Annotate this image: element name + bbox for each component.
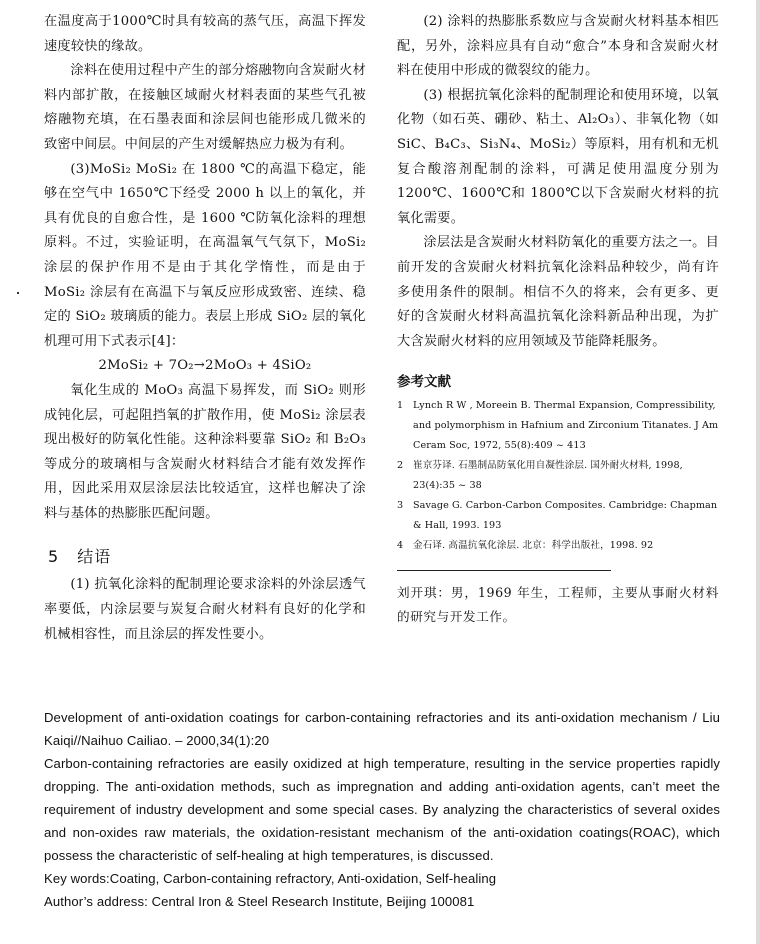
left-column bbox=[44, 10, 366, 647]
right-paragraph-3: 涂层法是含炭耐火材料防氧化的重要方法之一。目前开发的含炭耐火材料抗氧化涂料品种较少，尚有许多使用条件的限制。相信不久的将来，会有更多、更好的含炭耐火材料高温抗氧化涂料新品种出现，为扩大含炭耐火材料的应用领域及节能降耗服务。 bbox=[397, 235, 720, 349]
abstract-title-line: Development of anti-oxidation coatings for carbon-containing refractories and its anti-oxidation mechanism / Liu Kaiqi//Naihuo Cailiao. – 2000,34(1):20 bbox=[44, 710, 720, 748]
author-bio: 刘开琪：男，1969 年生，工程师，主要从事耐火材料的研究与开发工作。 bbox=[397, 585, 719, 625]
left-paragraph-4: 氧化生成的 MoO₃ 高温下易挥发，而 SiO₂ 则形成钝化层，可起阻挡氧的扩散作用，使 MoSi₂ 涂层表现出极好的防氧化性能。这种涂料要靠 SiO₂ 和 B₂O₃ 等成分的玻璃相与含炭耐火材料结合才能有效发挥作用，因此采用双层涂层法比较适宜，这样也解决了涂料与基体的热膨胀匹配问题。 bbox=[44, 382, 366, 521]
reference-item: 4 金石译. 高温抗氧化涂层. 北京：科学出版社，1998. 92 bbox=[397, 540, 654, 552]
section-number: 5 bbox=[48, 547, 60, 567]
english-abstract bbox=[44, 706, 720, 913]
reference-item: 2 崔京芬译. 石墨制品防氧化用自凝性涂层. 国外耐火材料, 1998, 23(4):35 ~ 38 bbox=[397, 460, 683, 492]
right-paragraph-2: (3) 根据抗氧化涂料的配制理论和使用环境，以氧化物（如石英、硼砂、粘土、Al₂O₃）、非氧化物（如 SiC、B₄C₃、Si₃N₄、MoSi₂）等原料，用有机和无机复合酸溶剂配制的涂料，可满足使用温度分别为 1200℃、1600℃和 1800℃以下含炭耐火材料的抗氧化需要。 bbox=[397, 87, 719, 226]
address-label: Author’s address: bbox=[44, 894, 148, 909]
right-column bbox=[397, 10, 719, 629]
equation: 2MoSi₂ + 7O₂→2MoO₃ + 4SiO₂ bbox=[98, 358, 312, 374]
keywords-value: Coating, Carbon-containing refractory, Anti-oxidation, Self-healing bbox=[109, 871, 497, 886]
bio-divider bbox=[397, 570, 611, 571]
right-paragraph-1: (2) 涂料的热膨胀系数应与含炭耐火材料基本相匹配，另外，涂料应具有自动“愈合”本身和含炭耐火材料在使用中形成的微裂纹的能力。 bbox=[397, 14, 719, 79]
address-value: Central Iron & Steel Research Institute, Beijing 100081 bbox=[151, 894, 475, 909]
keywords-label: Key words: bbox=[44, 871, 110, 886]
scan-speck bbox=[17, 292, 19, 294]
left-paragraph-5: (1) 抗氧化涂料的配制理论要求涂料的外涂层透气率要低，内涂层要与炭复合耐火材料有良好的化学和机械相容性，而且涂层的挥发性要小。 bbox=[44, 577, 366, 642]
left-paragraph-2: 涂料在使用过程中产生的部分熔融物向含炭耐火材料内部扩散，在接触区域耐火材料表面的某些气孔被熔融物充填，在石墨表面和涂层间也能形成几微米的致密中间层。中间层的产生对缓解热应力极为有利。 bbox=[44, 63, 367, 152]
section-heading bbox=[48, 544, 366, 567]
left-paragraph-3: (3)MoSi₂ MoSi₂ 在 1800 ℃的高温下稳定，能够在空气中 1650℃下经受 2000 h 以上的氧化，并具有优良的自愈合性，是 1600 ℃防氧化涂料的理想原料。不过，实验证明，在高温氧气气氛下，MoSi₂ 涂层的保护作用不是由于其化学惰性，而是由于 MoSi₂ 涂层有在高温下与氧反应形成致密、连续、稳定的 SiO₂ 玻璃质的能力。表层上形成 SiO₂ 层的氧化机理可用下式表示[4]： bbox=[44, 161, 366, 349]
reference-item: 3 Savage G. Carbon-Carbon Composites. Cambridge: Chapman & Hall, 1993. 193 bbox=[397, 500, 718, 532]
references-list bbox=[397, 396, 719, 556]
page-edge-shadow bbox=[756, 0, 760, 944]
references-title: 参考文献 bbox=[397, 374, 451, 391]
section-title: 结语 bbox=[77, 547, 112, 567]
reference-item: 1 Lynch R W , Moreein B. Thermal Expansion, Compressibility, and polymorphism in Hafnium and Zirconium Titanates. J Am Ceram Soc, 1972, 55(8):409 ~ 413 bbox=[397, 400, 719, 452]
left-paragraph-1: 在温度高于1000℃时具有较高的蒸气压，高温下挥发速度较快的缘故。 bbox=[44, 14, 366, 54]
abstract-body: Carbon-containing refractories are easily oxidized at high temperature, resulting in the service properties rapidly dropping. The anti-oxidation methods, such as impregnation and adding anti-oxidation agents, can’t meet the requirement of industry development and some special cases. By analyzing the characteristics of several oxides and non-oxides raw materials, the oxidation-resistant mechanism of the anti-oxidation coatings(ROAC), which possess the characteristic of self-healing at high temperatures, is discussed. bbox=[44, 756, 720, 863]
abstract-keywords bbox=[44, 867, 720, 890]
abstract-address bbox=[44, 890, 720, 913]
